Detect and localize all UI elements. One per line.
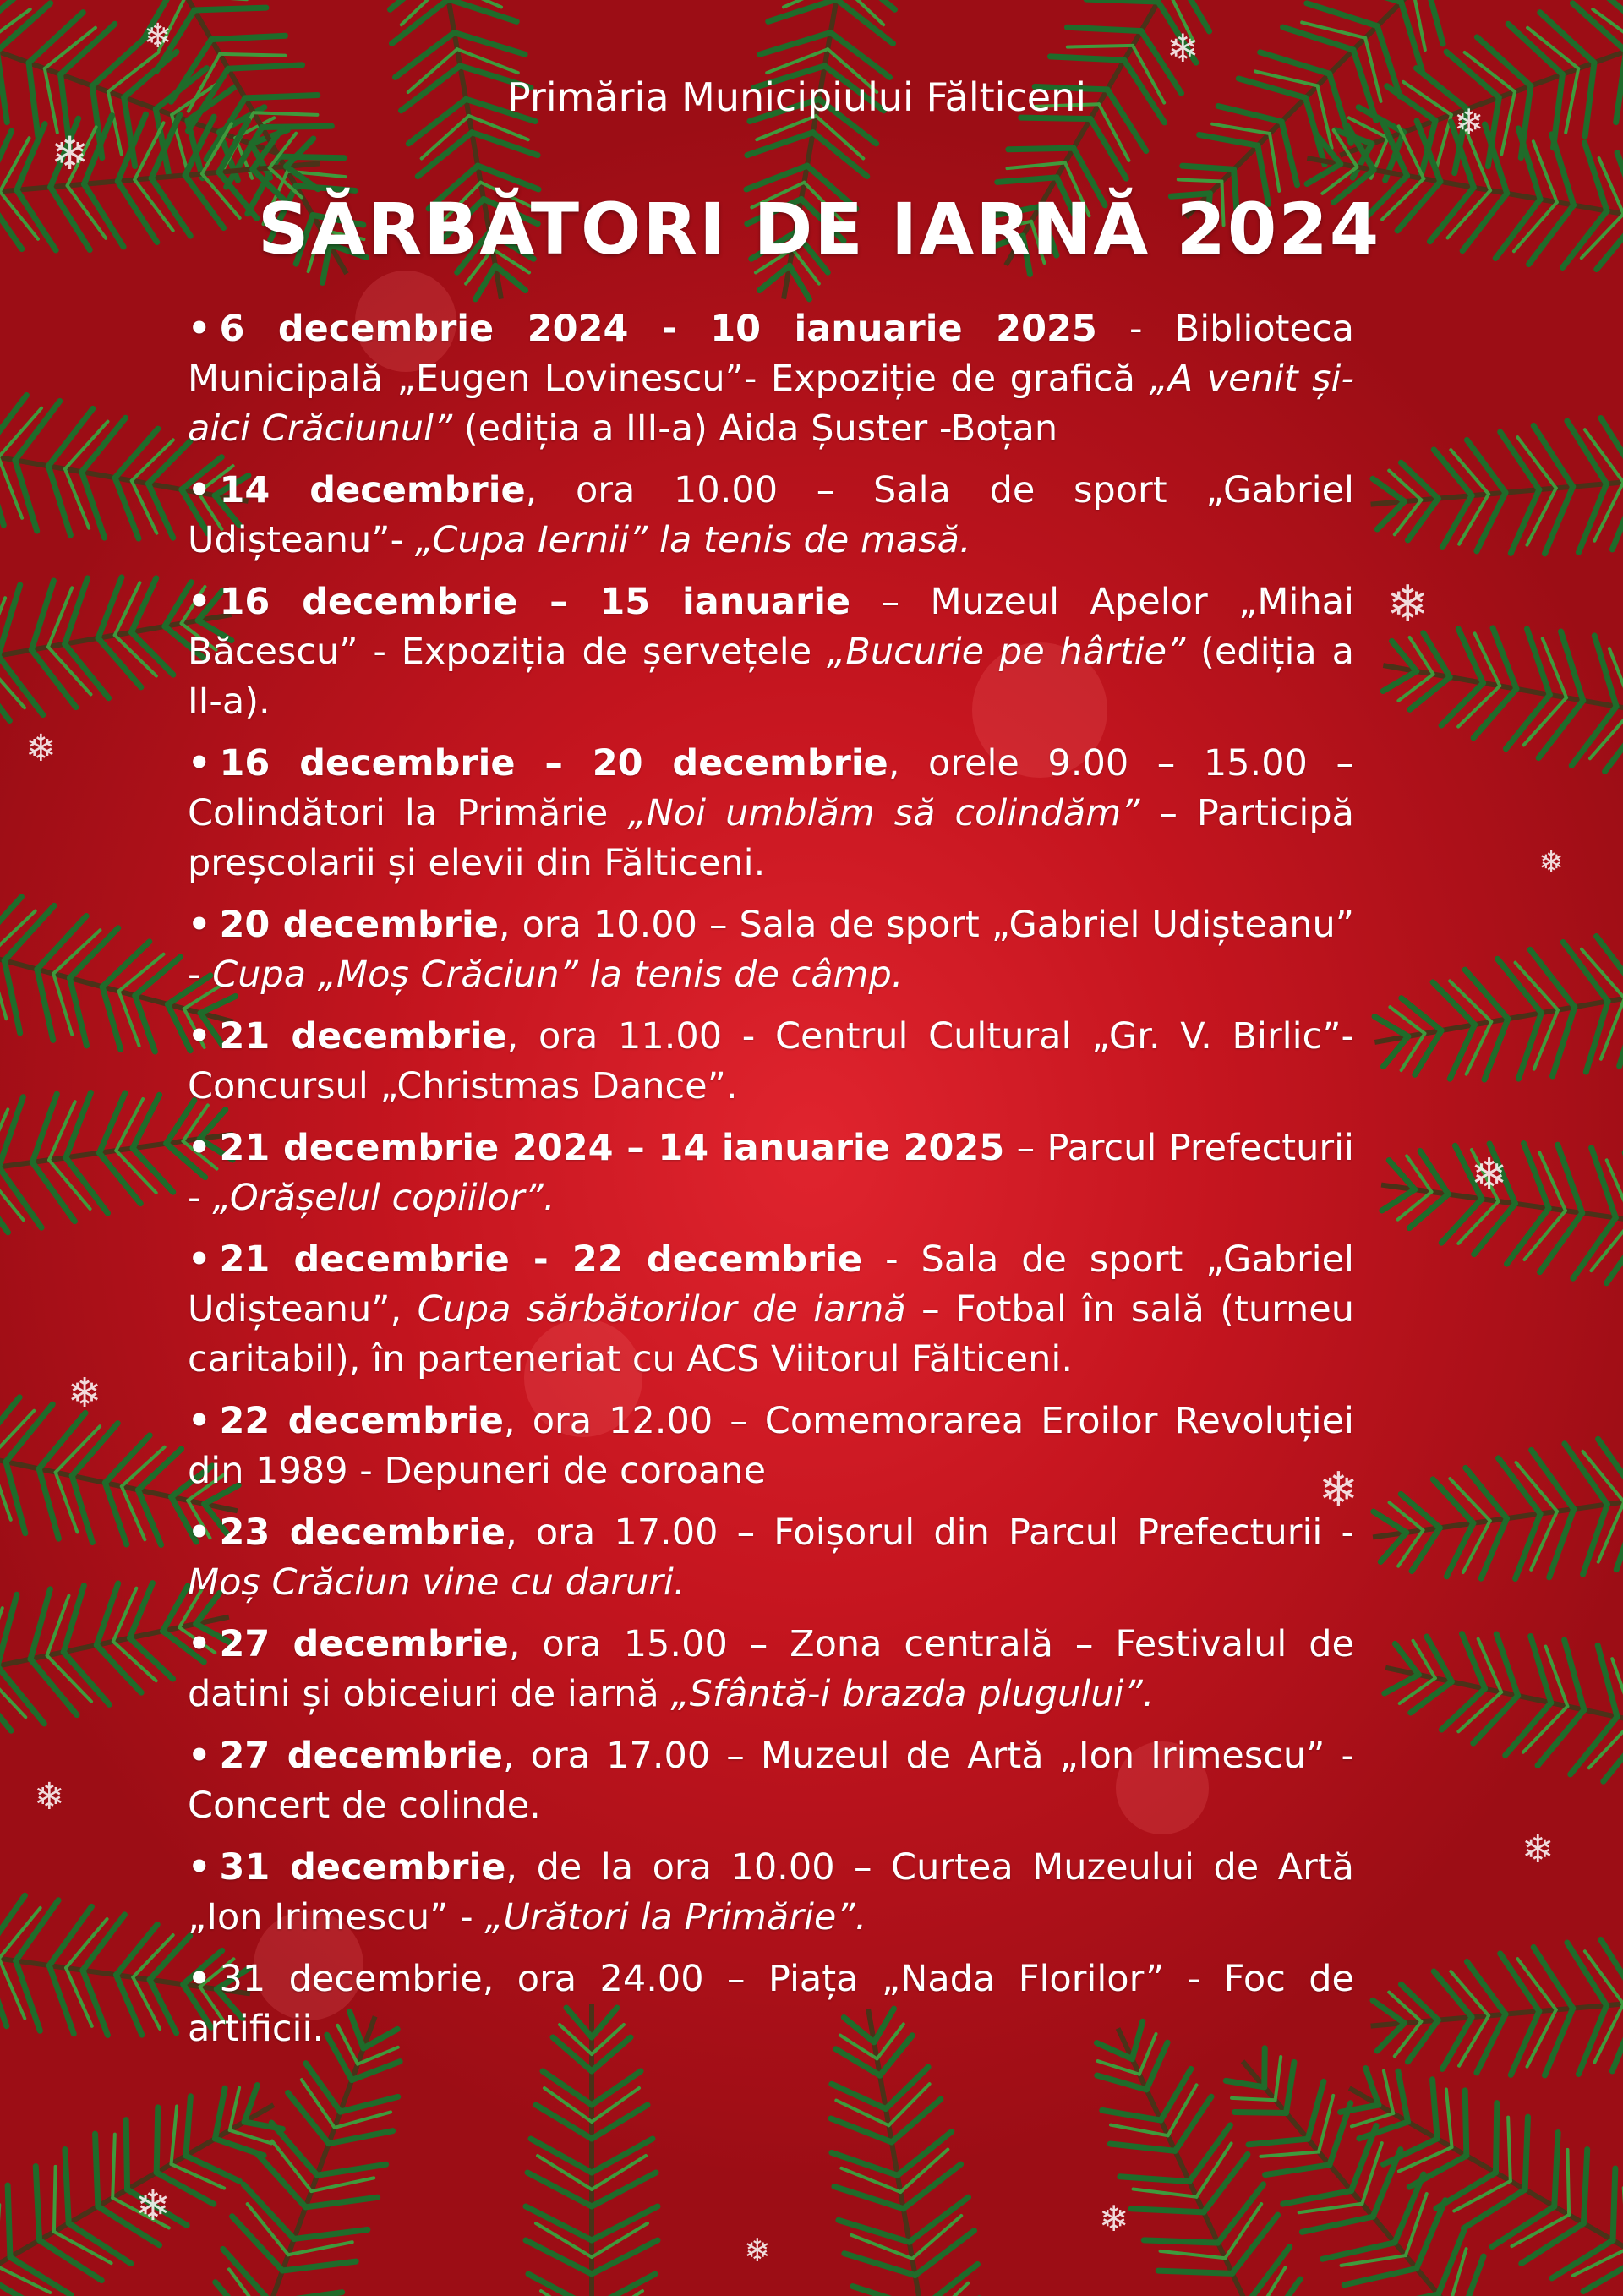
event-tail: – Fotbal în sală (turneu caritabil), în parteneriat cu ACS Viitorul Fălticeni. xyxy=(188,1288,1355,1380)
event-tail: (ediția a III-a) Aida Șuster -Boțan xyxy=(452,407,1058,450)
event-date: 21 decembrie xyxy=(219,1015,507,1058)
snowflake-icon: ❄ xyxy=(1471,1150,1508,1200)
event-highlight: „Orășelul copiilor”. xyxy=(212,1177,555,1219)
event-text: , ora 15.00 – Zona centrală – Festivalul de datini și obiceiuri de iarnă xyxy=(188,1623,1354,1715)
event-date: 20 decembrie xyxy=(219,904,499,946)
event-highlight: „Cupa Iernii” la tenis de masă. xyxy=(414,519,971,561)
event-bullet: • xyxy=(188,904,211,946)
event-item xyxy=(188,1843,1354,1943)
event-bullet: • xyxy=(188,1735,211,1777)
event-highlight: „Sfântă-i brazda plugului”. xyxy=(670,1673,1155,1715)
snowflake-icon: ❄ xyxy=(34,1775,65,1818)
event-item xyxy=(188,1123,1354,1223)
event-bullet: • xyxy=(188,1400,211,1442)
event-bullet: • xyxy=(188,308,211,350)
snowflake-icon: ❄ xyxy=(1386,575,1429,634)
event-date: 16 decembrie – 15 ianuarie xyxy=(219,581,851,623)
event-text: , ora 10.00 – Sala de sport „Gabriel Udișteanu”- xyxy=(188,469,1354,561)
event-highlight: „Urători la Primărie”. xyxy=(484,1896,867,1938)
snowflake-icon: ❄ xyxy=(1319,1462,1358,1517)
event-item xyxy=(188,1954,1354,2054)
event-item xyxy=(188,900,1354,1000)
event-item xyxy=(188,1620,1354,1719)
snowflake-icon: ❄ xyxy=(1454,101,1484,143)
event-date: 16 decembrie – 20 decembrie xyxy=(219,742,888,784)
page-title: SĂRBĂTORI DE IARNĂ 2024 xyxy=(258,188,1381,271)
event-highlight: Cupa „Moș Crăciun” la tenis de câmp. xyxy=(212,954,904,996)
event-bullet: • xyxy=(188,1127,211,1169)
event-bullet: • xyxy=(188,1846,211,1889)
event-highlight: Cupa sărbătorilor de iarnă xyxy=(417,1288,906,1331)
event-item xyxy=(188,304,1354,454)
event-date: 27 decembrie xyxy=(219,1623,509,1665)
event-text: , ora 11.00 - Centrul Cultural „Gr. V. Birlic”- Concursul „Christmas Dance”. xyxy=(188,1015,1354,1107)
event-text: – Muzeul Apelor „Mihai Băcescu” - Expoziția de șervețele xyxy=(188,581,1354,673)
event-highlight: „A venit și-aici Crăciunul” xyxy=(188,358,1354,450)
event-bullet: • xyxy=(188,1015,211,1058)
authority-heading: Primăria Municipiului Fălticeni xyxy=(507,74,1086,120)
event-bullet: • xyxy=(188,581,211,623)
event-item xyxy=(188,1508,1354,1608)
event-bullet: • xyxy=(188,1623,211,1665)
events-list xyxy=(188,304,1354,2066)
event-text: , ora 17.00 – Muzeul de Artă „Ion Irimescu” - Concert de colinde. xyxy=(188,1735,1354,1827)
event-date: 14 decembrie xyxy=(219,469,526,511)
event-tail: (ediția a II-a). xyxy=(188,631,1354,723)
event-text: , orele 9.00 – 15.00 – Colindători la Primărie xyxy=(188,742,1354,834)
event-date: 22 decembrie xyxy=(219,1400,504,1442)
event-highlight: „Noi umblăm să colindăm” xyxy=(627,792,1140,834)
event-date: 21 decembrie - 22 decembrie xyxy=(219,1238,863,1281)
event-text: - Biblioteca Municipală „Eugen Lovinescu”- Expoziție de grafică xyxy=(188,308,1354,400)
snowflake-icon: ❄ xyxy=(744,2232,771,2269)
event-item xyxy=(188,466,1354,566)
event-item xyxy=(188,1397,1354,1496)
event-date: 31 decembrie xyxy=(219,1846,506,1889)
event-bullet: • xyxy=(188,1238,211,1281)
event-bullet: • xyxy=(188,469,211,511)
snowflake-icon: ❄ xyxy=(144,17,172,56)
event-text: , de la ora 10.00 – Curtea Muzeului de Artă „Ion Irimescu” - xyxy=(188,1846,1354,1938)
event-highlight: Moș Crăciun vine cu daruri. xyxy=(188,1561,686,1604)
event-text: , ora 17.00 – Foișorul din Parcul Prefecturii - xyxy=(505,1512,1355,1554)
snowflake-icon: ❄ xyxy=(51,127,90,180)
snowflake-icon: ❄ xyxy=(1538,845,1565,880)
snowflake-icon: ❄ xyxy=(1167,25,1199,71)
snowflake-icon: ❄ xyxy=(25,727,57,770)
event-text: , ora 10.00 – Sala de sport „Gabriel Udișteanu” - xyxy=(188,904,1354,996)
event-bullet: • xyxy=(188,1958,211,2000)
event-text: - Sala de sport „Gabriel Udișteanu”, xyxy=(188,1238,1354,1331)
event-date: 6 decembrie 2024 - 10 ianuarie 2025 xyxy=(219,308,1097,350)
event-item xyxy=(188,1235,1354,1385)
event-text: , ora 12.00 – Comemorarea Eroilor Revoluției din 1989 - Depuneri de coroane xyxy=(188,1400,1354,1492)
event-item xyxy=(188,739,1354,888)
event-date: 27 decembrie xyxy=(219,1735,503,1777)
event-item xyxy=(188,1012,1354,1112)
snowflake-icon: ❄ xyxy=(1522,1826,1555,1872)
event-text: – Parcul Prefecturii - xyxy=(188,1127,1354,1219)
event-tail: – Participă preșcolarii și elevii din Fălticeni. xyxy=(188,792,1355,884)
event-highlight: „Bucurie pe hârtie” xyxy=(827,631,1186,673)
event-date: 21 decembrie 2024 – 14 ianuarie 2025 xyxy=(219,1127,1005,1169)
event-item xyxy=(188,577,1354,727)
event-bullet: • xyxy=(188,1512,211,1554)
snowflake-icon: ❄ xyxy=(135,2181,171,2230)
event-bullet: • xyxy=(188,742,211,784)
event-item xyxy=(188,1731,1354,1831)
snowflake-icon: ❄ xyxy=(68,1369,102,1417)
event-date: 23 decembrie xyxy=(219,1512,506,1554)
event-text: 31 decembrie, ora 24.00 – Piața „Nada Florilor” - Foc de artificii. xyxy=(188,1958,1354,2050)
snowflake-icon: ❄ xyxy=(1099,2198,1129,2239)
